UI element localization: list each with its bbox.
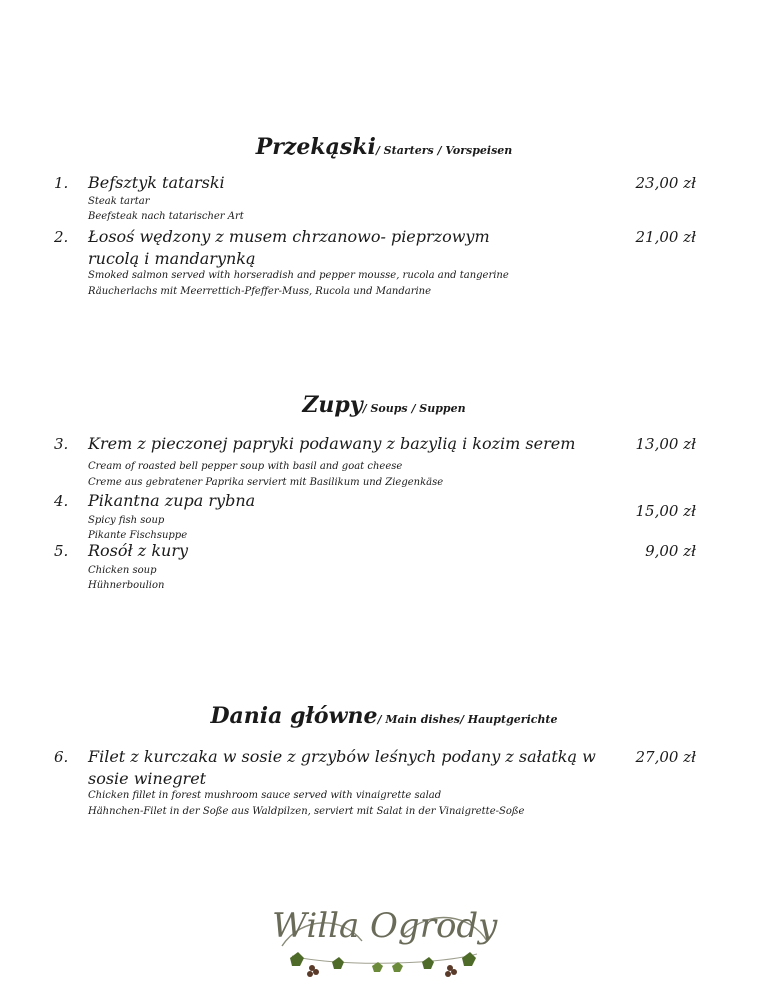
dish-desc-en: Cream of roasted bell pepper soup with basil and goat cheese <box>88 461 403 472</box>
dish-price: 21,00 zł <box>635 228 696 246</box>
dish-desc-en: Chicken soup <box>88 565 157 576</box>
section-subtitle: / Main dishes/ Hauptgerichte <box>377 713 558 726</box>
item-number: 1. <box>54 174 69 192</box>
item-number: 3. <box>54 435 69 453</box>
dish-name: Filet z kurczaka w sosie z grzybów leśnych podany z sałatką w sosie winegret <box>88 747 596 788</box>
dish-desc-en: Spicy fish soup <box>88 515 165 526</box>
dish-name: Rosół z kury <box>88 541 188 560</box>
section-title: Dania główne <box>210 703 378 729</box>
dish-desc-de: Beefsteak nach tatarischer Art <box>88 211 244 222</box>
dish-desc-de: Hähnchen-Filet in der Soße aus Waldpilzen, serviert mit Salat in der Vinaigrette-Soße <box>88 806 525 817</box>
dish-desc-de: Pikante Fischsuppe <box>88 530 188 541</box>
dish-desc-de: Creme aus gebratener Paprika serviert mit Basilikum und Ziegenkäse <box>88 477 444 488</box>
dish-desc-en: Smoked salmon served with horseradish and pepper mousse, rucola and tangerine <box>88 270 509 281</box>
item-number: 2. <box>54 228 69 246</box>
dish-desc-de: Hühnerboulion <box>88 580 165 591</box>
section-title: Zupy <box>302 392 363 418</box>
section-heading-starters <box>0 134 768 160</box>
dish-desc-en: Chicken fillet in forest mushroom sauce served with vinaigrette salad <box>88 790 442 801</box>
dish-price: 15,00 zł <box>635 502 696 520</box>
item-number: 4. <box>54 492 69 510</box>
section-subtitle: / Soups / Suppen <box>362 402 466 415</box>
logo-text: Willa Ogrody <box>272 906 498 946</box>
dish-name: Łosoś wędzony z musem chrzanowo- pieprzowym rucolą i mandarynką <box>88 227 490 268</box>
dish-price: 27,00 zł <box>635 748 696 766</box>
section-title: Przekąski <box>255 134 376 160</box>
dish-desc-en: Steak tartar <box>88 196 150 207</box>
grape-vine-logo-icon <box>272 896 496 980</box>
item-number: 6. <box>54 748 69 766</box>
item-number: 5. <box>54 542 69 560</box>
section-heading-main-dishes <box>0 703 768 729</box>
dish-price: 13,00 zł <box>635 435 696 453</box>
dish-price: 9,00 zł <box>645 542 696 560</box>
section-heading-soups <box>0 392 768 418</box>
dish-name: Befsztyk tatarski <box>88 173 225 192</box>
dish-name: Pikantna zupa rybna <box>88 491 256 510</box>
dish-desc-de: Räucherlachs mit Meerrettich-Pfeffer-Muss, Rucola und Mandarine <box>88 286 432 297</box>
dish-name: Krem z pieczonej papryki podawany z bazylią i kozim serem <box>88 434 576 453</box>
section-subtitle: / Starters / Vorspeisen <box>375 144 513 157</box>
dish-price: 23,00 zł <box>635 174 696 192</box>
